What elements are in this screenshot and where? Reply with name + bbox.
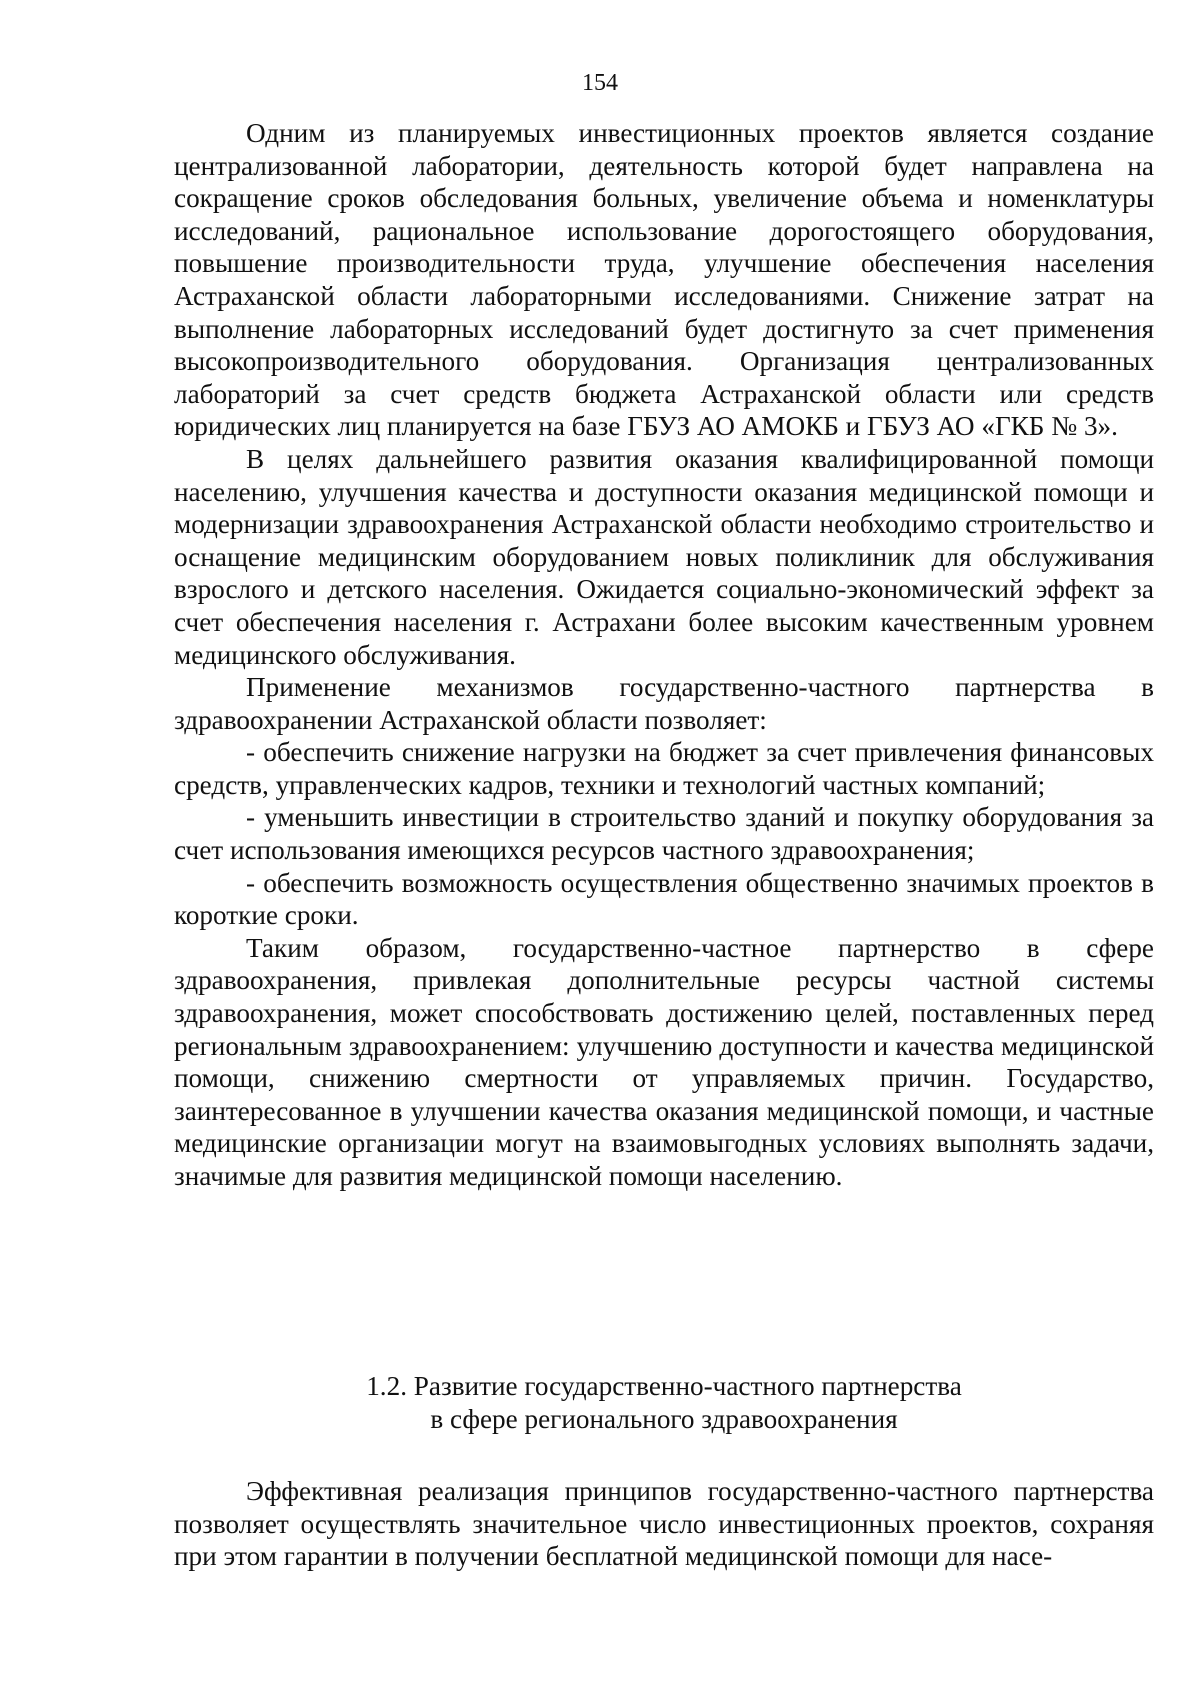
paragraph-ppp-intro: Применение механизмов государственно-частного партнерства в здравоохранении Астраханской области позволяет: [174, 672, 1154, 735]
section-heading [174, 1370, 1154, 1435]
tail-text [174, 1475, 1154, 1573]
list-item-investments: - уменьшить инвестиции в строительство зданий и покупку оборудования за счет использования имеющихся ресурсов частного здравоохранения; [174, 802, 1154, 866]
body-text [174, 117, 1154, 1193]
section-heading-line-2: в сфере регионального здравоохранения [430, 1403, 898, 1434]
paragraph-lab-project: Одним из планируемых инвестиционных проектов является создание централизованной лаборатории, деятельность которой будет направлена на сокращение сроков обследования больных, увеличение объема и номенклатуры исследований, рациональное использование дорогостоящего оборудования, повышение производительности труда, улучшение обеспечения населения Астраханской области лабораторными исследованиями. Снижение затрат на выполнение лабораторных исследований будет достигнуто за счет применения высокопроизводительного оборудования. Организация централизованных лабораторий за счет средств бюджета Астраханской области или средств юридических лиц планируется на базе ГБУЗ АО АМОКБ и ГБУЗ АО «ГКБ № 3». [174, 118, 1154, 442]
paragraph-polyclinics: В целях дальнейшего развития оказания квалифицированной помощи населению, улучшения качества и доступности оказания медицинской помощи и модернизации здравоохранения Астраханской области необходимо строительство и оснащение медицинским оборудованием новых поликлиник для обслуживания взрослого и детского населения. Ожидается социально-экономический эффект за счет обеспечения населения г. Астрахани более высоким качественным уровнем медицинского обслуживания. [174, 443, 1154, 670]
page-number: 154 [582, 70, 618, 96]
paragraph-conclusion: Таким образом, государственно-частное партнерство в сфере здравоохранения, привлекая дополнительные ресурсы частной системы здравоохранения, может способствовать достижению целей, поставленных перед региональным здравоохранением: улучшению доступности и качества медицинской помощи, снижению смертности от управляемых причин. Государство, заинтересованное в улучшении качества оказания медицинской помощи, и частные медицинские организации могут на взаимовыгодных условиях выполнять задачи, значимые для развития медицинской помощи населению. [174, 932, 1154, 1191]
section-heading-line-1: 1.2. Развитие государственно-частного партнерства [366, 1371, 962, 1401]
paragraph-effective-implementation: Эффективная реализация принципов государственно-частного партнерства позволяет осуществлять значительное число инвестиционных проектов, сохраняя при этом гарантии в получении бесплатной медицинской помощи для насе- [174, 1476, 1154, 1572]
list-item-projects: - обеспечить возможность осуществления общественно значимых проектов в короткие сроки. [174, 867, 1154, 931]
list-item-budget: - обеспечить снижение нагрузки на бюджет за счет привлечения финансовых средств, управленческих кадров, техники и технологий частных компаний; [174, 737, 1154, 800]
